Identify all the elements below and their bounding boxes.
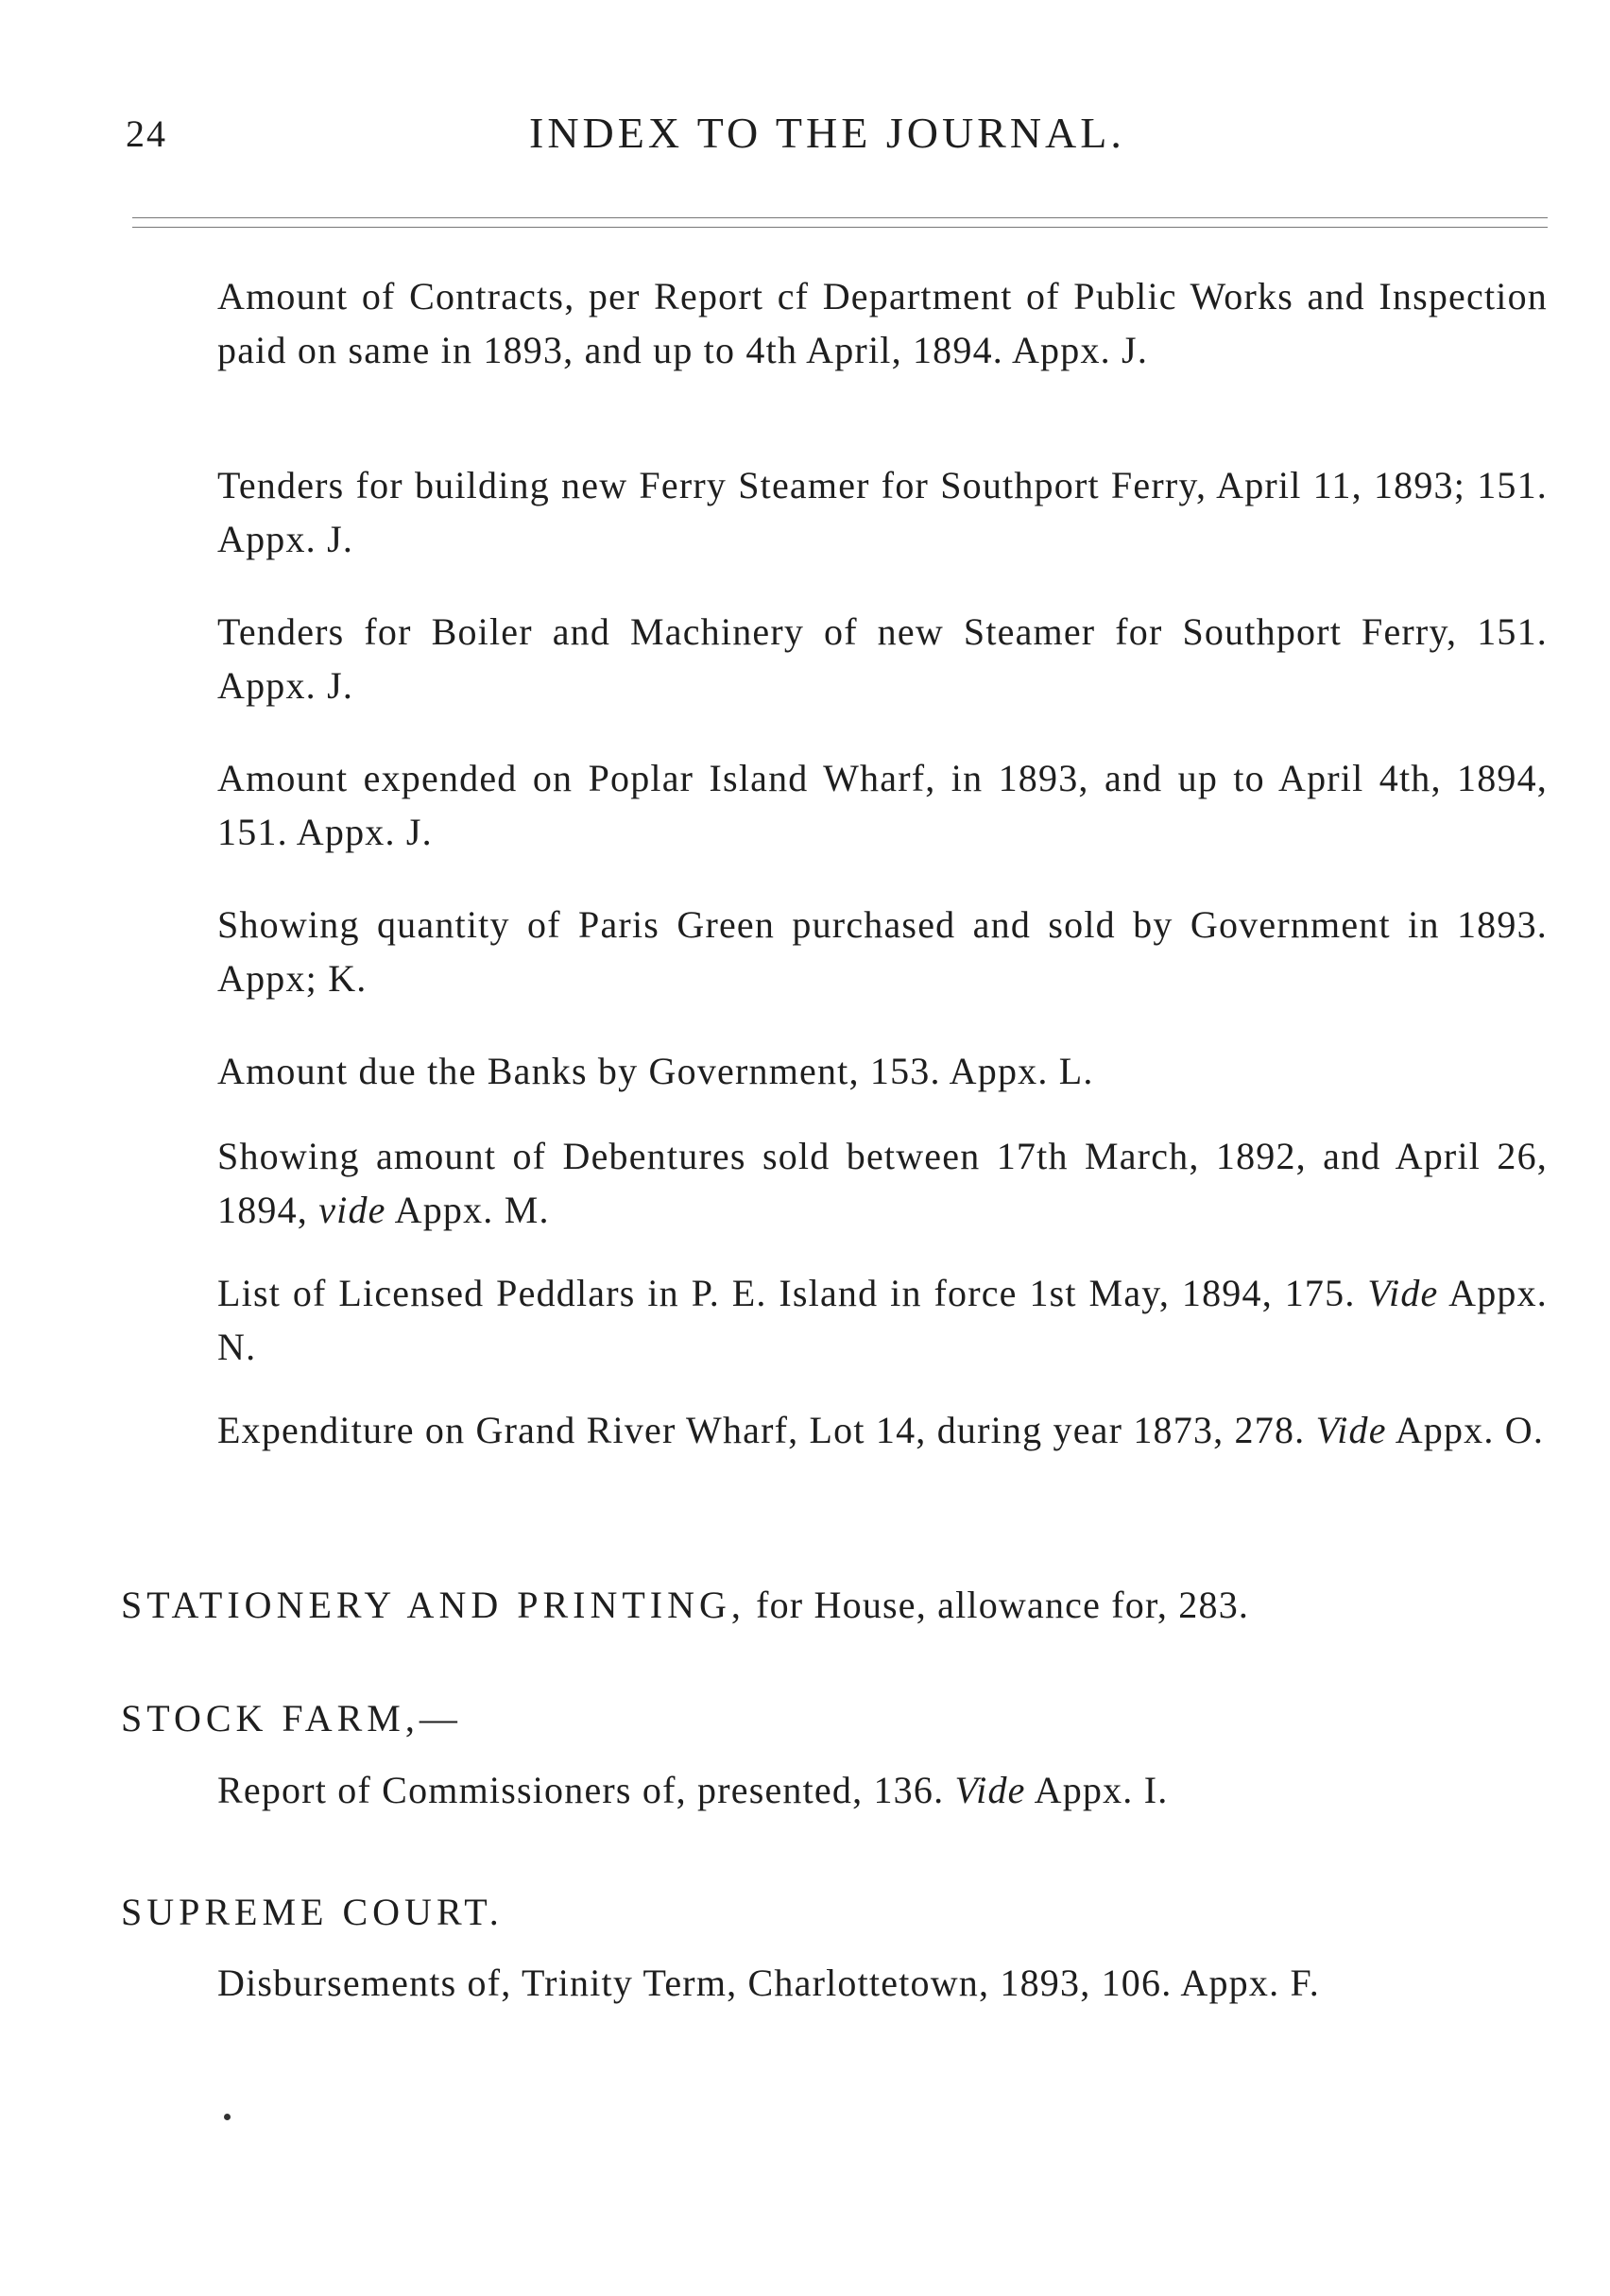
index-entry: Amount due the Banks by Government, 153. Appx. L. [217,1050,1094,1092]
heading-caps: STATIONERY AND PRINTING, [121,1584,745,1626]
index-entry: Tenders for Boiler and Machinery of new Steamer for Southport Ferry, 151. Appx. J. [217,610,1548,707]
header-rule-bottom [132,227,1548,228]
entry-appendix: Appx. I. [1025,1769,1169,1811]
section-heading-supreme-court: SUPREME COURT. [121,1891,504,1933]
entry-appendix: Appx. M. [385,1189,550,1231]
entry-appendix: Appx. N. [217,1272,1549,1368]
vide-reference: Vide [954,1769,1026,1811]
section-heading-stationery [121,1578,1548,1632]
index-entry: Showing quantity of Paris Green purchased and sold by Government in 1893. Appx; K. [217,903,1548,1000]
entry-appendix: Appx. O. [1386,1409,1545,1451]
index-entry: Disbursements of, Trinity Term, Charlottetown, 1893, 106. Appx. F. [217,1962,1320,2004]
ink-speck [224,2114,231,2120]
section-heading-stock-farm: STOCK FARM,— [121,1697,462,1739]
entry-text: Expenditure on Grand River Wharf, Lot 14, during year 1873, 278. [217,1409,1316,1451]
index-entry: Amount expended on Poplar Island Wharf, in 1893, and up to April 4th, 1894, 151. Appx. J. [217,757,1548,853]
entry-text: Showing amount of Debentures sold between 17th March, 1892, and April 26, 1894, [217,1135,1548,1231]
page-number: 24 [126,112,167,155]
header-rule-top [132,217,1548,218]
index-entry [217,1129,1548,1237]
index-entry [217,1763,1548,1817]
heading-rest: for House, allowance for, 283. [745,1584,1250,1626]
vide-reference: Vide [1315,1409,1387,1451]
vide-reference: Vide [1367,1272,1439,1314]
vide-reference: vide [318,1189,386,1231]
index-entry: Tenders for building new Ferry Steamer for Southport Ferry, April 11, 1893; 151. Appx. J. [217,464,1548,560]
entry-text: Report of Commissioners of, presented, 136. [217,1769,955,1811]
index-entry [217,1266,1548,1374]
entry-text: List of Licensed Peddlars in P. E. Island in force 1st May, 1894, 175. [217,1272,1368,1314]
running-head: INDEX TO THE JOURNAL. [529,109,1125,157]
index-entry [217,1403,1548,1457]
index-entry: Amount of Contracts, per Report cf Department of Public Works and Inspection paid on same in 1893, and up to 4th April, 1894. Appx. J. [217,275,1548,371]
